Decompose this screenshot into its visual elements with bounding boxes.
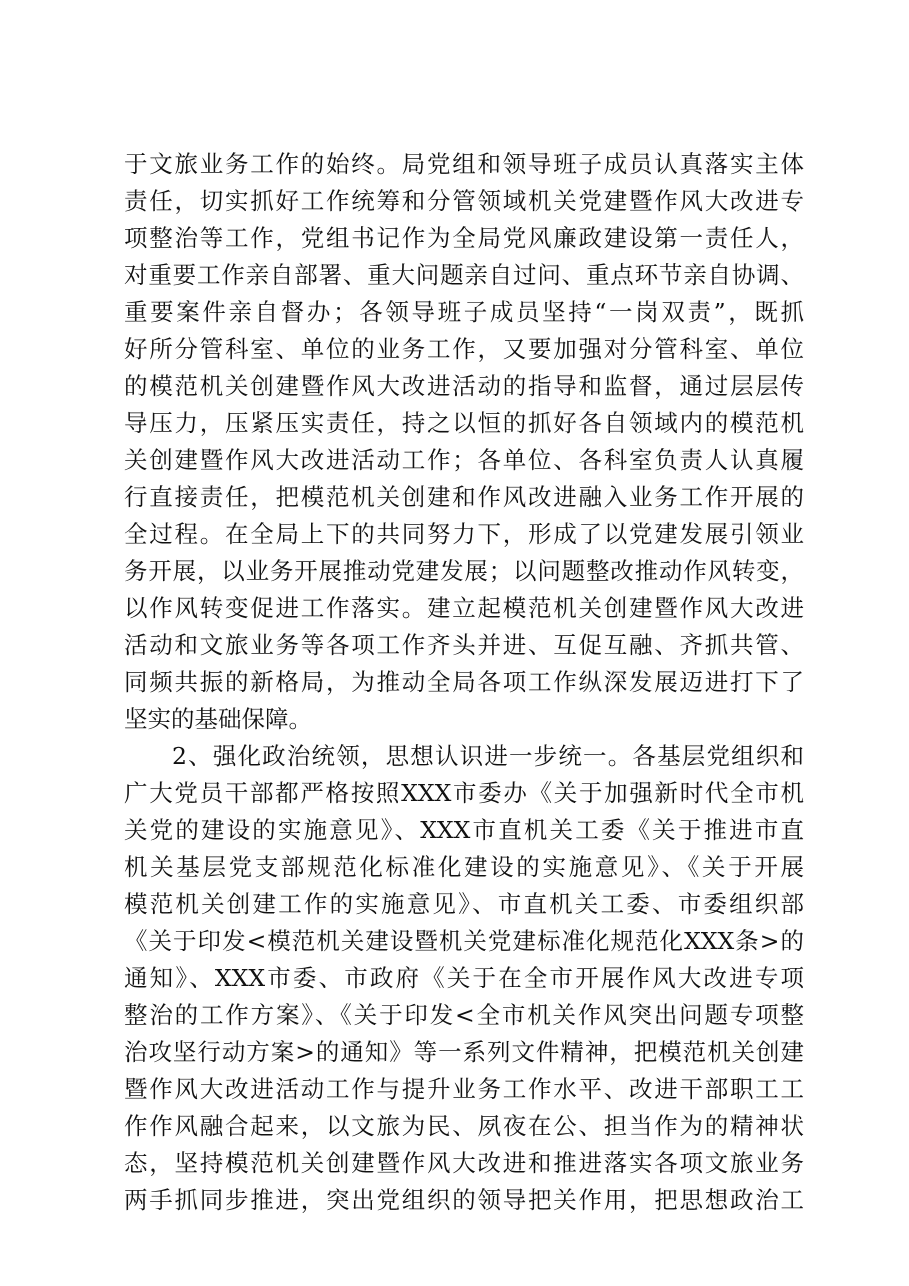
- text-line: 责任，切实抓好工作统筹和分管领域机关党建暨作风大改进专: [124, 187, 804, 215]
- text-line: 态，坚持模范机关创建暨作风大改进和推进落实各项文旅业务: [124, 1149, 804, 1177]
- text-line: 行直接责任，把模范机关创建和作风改进融入业务工作开展的: [124, 483, 804, 511]
- text-line: 全过程。在全局上下的共同努力下，形成了以党建发展引领业: [124, 520, 804, 548]
- text-line: 暨作风大改进活动工作与提升业务工作水平、改进干部职工工: [124, 1075, 804, 1103]
- text-line: 模范机关创建工作的实施意见》、市直机关工委、市委组织部: [124, 890, 804, 918]
- document-body: [124, 146, 804, 1219]
- text-line: 活动和文旅业务等各项工作齐头并进、互促互融、齐抓共管、: [124, 631, 804, 659]
- paragraph-last-line: 坚实的基础保障。: [124, 705, 312, 733]
- text-line: 务开展，以业务开展推动党建发展；以问题整改推动作风转变，: [124, 557, 804, 585]
- text-line: 整治的工作方案》、《关于印发<全市机关作风突出问题专项整: [124, 1001, 804, 1029]
- paragraph-first-line: 2、强化政治统领，思想认识进一步统一。各基层党组织和: [172, 742, 804, 770]
- text-line: 重要案件亲自督办；各领导班子成员坚持“一岗双责”，既抓: [124, 298, 804, 326]
- text-line: 好所分管科室、单位的业务工作，又要加强对分管科室、单位: [124, 335, 804, 363]
- text-line: 广大党员干部都严格按照XXX市委办《关于加强新时代全市机: [124, 779, 804, 807]
- text-line: 项整治等工作，党组书记作为全局党风廉政建设第一责任人，: [124, 224, 804, 252]
- text-line: 关创建暨作风大改进活动工作；各单位、各科室负责人认真履: [124, 446, 804, 474]
- text-line: 治攻坚行动方案>的通知》等一系列文件精神，把模范机关创建: [124, 1038, 804, 1066]
- text-line: 对重要工作亲自部署、重大问题亲自过问、重点环节亲自协调、: [124, 261, 804, 289]
- text-line: 《关于印发<模范机关建设暨机关党建标准化规范化XXX条>的: [124, 927, 804, 955]
- text-line: 机关基层党支部规范化标准化建设的实施意见》、《关于开展: [124, 853, 804, 881]
- text-line: 的模范机关创建暨作风大改进活动的指导和监督，通过层层传: [124, 372, 804, 400]
- text-line: 以作风转变促进工作落实。建立起模范机关创建暨作风大改进: [124, 594, 804, 622]
- text-line: 关党的建设的实施意见》、XXX市直机关工委《关于推进市直: [124, 816, 804, 844]
- text-line: 于文旅业务工作的始终。局党组和领导班子成员认真落实主体: [124, 150, 804, 178]
- text-line: 通知》、XXX市委、市政府《关于在全市开展作风大改进专项: [124, 964, 804, 992]
- text-line: 同频共振的新格局，为推动全局各项工作纵深发展迈进打下了: [124, 668, 804, 696]
- text-line: 导压力，压紧压实责任，持之以恒的抓好各自领域内的模范机: [124, 409, 804, 437]
- text-line: 两手抓同步推进，突出党组织的领导把关作用，把思想政治工: [124, 1186, 804, 1214]
- text-line: 作作风融合起来，以文旅为民、夙夜在公、担当作为的精神状: [124, 1112, 804, 1140]
